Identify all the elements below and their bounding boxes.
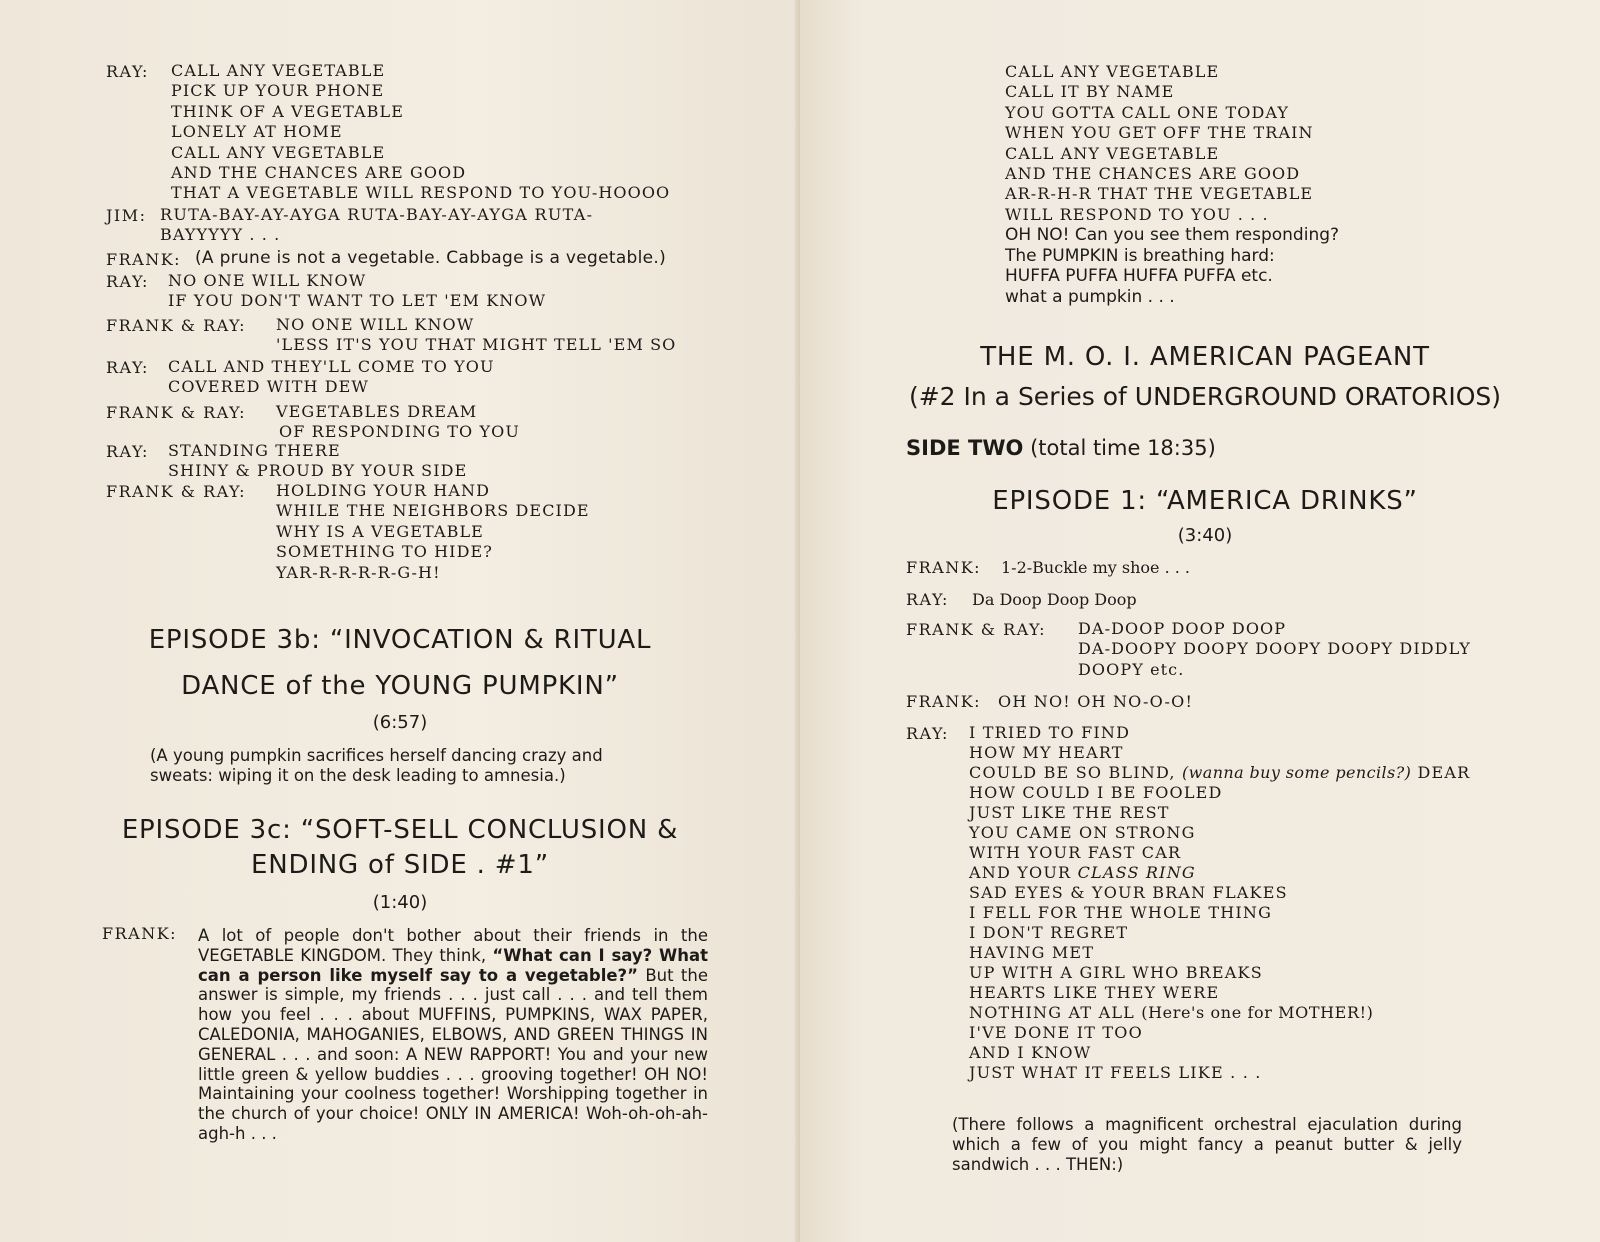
speaker-label: RAY: bbox=[106, 358, 149, 377]
lyric-line: CALL ANY VEGETABLE bbox=[171, 142, 386, 162]
lyric-line-with-aside bbox=[969, 1003, 1470, 1023]
lyric-line: SAD EYES & YOUR BRAN FLAKES bbox=[969, 883, 1288, 902]
lyric-line: DOOPY etc. bbox=[1078, 659, 1185, 679]
lyric-line: UP WITH A GIRL WHO BREAKS bbox=[969, 963, 1263, 982]
speaker-label: FRANK & RAY: bbox=[106, 316, 246, 335]
lyric-text: COULD BE SO BLIND, bbox=[969, 763, 1176, 782]
speaker-label: FRANK: bbox=[102, 924, 178, 943]
lyric-line: THAT A VEGETABLE WILL RESPOND TO YOU-HOOOO bbox=[171, 183, 671, 203]
sans-lines-block bbox=[1005, 225, 1339, 307]
lyric-line: RUTA-BAY-AY-AYGA RUTA-BAY-AY-AYGA RUTA- bbox=[160, 205, 594, 224]
episode-1-time: (3:40) bbox=[1177, 525, 1233, 546]
dialogue-line: OH NO! OH NO-O-O! bbox=[998, 692, 1194, 711]
lyric-line: 'LESS IT'S YOU THAT MIGHT TELL 'EM SO bbox=[276, 335, 677, 355]
lyric-line: HOW MY HEART bbox=[969, 743, 1124, 762]
speaker-label: RAY: bbox=[106, 272, 149, 291]
lyric-line: DA-DOOPY DOOPY DOOPY DOOPY DIDDLY bbox=[1078, 639, 1471, 659]
monologue-text-cont: But the answer is simple, my friends . . . just call . . . and tell them how you feel . . . about MUFFINS, PUMPKINS, WAX PAPER, CALEDONIA, MAHOGANIES, ELBOWS, AND GREEN THINGS IN GENERAL . . . and soon: A NEW RAPPORT! You and your new little green & yellow buddies . . . grooving together! OH NO! Maintaining your coolness together! Worshipping together in the church of your choice! ONLY IN AMERICA! Woh-oh-oh-ah-agh-h . . . bbox=[198, 965, 708, 1143]
class-ring-text: CLASS RING bbox=[1077, 863, 1196, 882]
speaker-label: FRANK: bbox=[906, 692, 982, 711]
lyric-text: AND YOUR bbox=[969, 863, 1072, 882]
episode-1-title: EPISODE 1: “AMERICA DRINKS” bbox=[992, 486, 1418, 516]
lyric-line: AR-R-H-R THAT THE VEGETABLE bbox=[1005, 184, 1314, 204]
speaker-label: RAY: bbox=[906, 590, 949, 609]
lyrics-block bbox=[276, 481, 590, 583]
speaker-label: FRANK & RAY: bbox=[106, 403, 246, 422]
pageant-title: THE M. O. I. AMERICAN PAGEANT bbox=[980, 342, 1430, 372]
sans-line: The PUMPKIN is breathing hard: bbox=[1005, 245, 1275, 266]
lyric-line: CALL IT BY NAME bbox=[1005, 82, 1175, 102]
dialogue-line: (A prune is not a vegetable. Cabbage is a vegetable.) bbox=[195, 248, 667, 268]
monologue-text: A lot of people don't bother about their friends in the VEGETABLE KINGDOM. They think, bbox=[198, 926, 708, 965]
lyric-line: WHEN YOU GET OFF THE TRAIN bbox=[1005, 123, 1314, 143]
lyrics-block bbox=[171, 61, 670, 204]
speaker-label: FRANK: bbox=[106, 250, 182, 269]
episode-3c-title-line2: ENDING of SIDE . #1” bbox=[251, 850, 549, 880]
episode-3b-title-line1: EPISODE 3b: “INVOCATION & RITUAL bbox=[148, 625, 652, 655]
lyric-line: CALL AND THEY'LL COME TO YOU bbox=[168, 357, 495, 376]
speaker-label: RAY: bbox=[106, 442, 149, 461]
lyric-line: WHILE THE NEIGHBORS DECIDE bbox=[276, 501, 590, 521]
episode-3c-title-line1: EPISODE 3c: “SOFT-SELL CONCLUSION & bbox=[121, 815, 679, 845]
speaker-label: FRANK & RAY: bbox=[106, 482, 246, 501]
lyric-line: CALL ANY VEGETABLE bbox=[1005, 143, 1220, 163]
lyric-line: YOU GOTTA CALL ONE TODAY bbox=[1005, 102, 1290, 122]
sans-line: OH NO! Can you see them responding? bbox=[1005, 225, 1340, 245]
sans-line: what a pumpkin . . . bbox=[1005, 286, 1175, 307]
right-page bbox=[800, 0, 1600, 1242]
lyric-line: AND THE CHANCES ARE GOOD bbox=[171, 163, 467, 183]
aside-dear: DEAR bbox=[1417, 763, 1471, 782]
lyric-line: CALL ANY VEGETABLE bbox=[171, 61, 386, 80]
side-two-heading bbox=[906, 436, 1216, 460]
lyric-line: SOMETHING TO HIDE? bbox=[276, 542, 493, 562]
lyric-line: WITH YOUR FAST CAR bbox=[969, 843, 1182, 862]
lyric-line: JUST WHAT IT FEELS LIKE . . . bbox=[969, 1063, 1262, 1082]
lyric-line: YAR-R-R-R-R-G-H! bbox=[276, 562, 441, 582]
lyric-line: NO ONE WILL KNOW bbox=[276, 315, 475, 334]
lyric-line: I TRIED TO FIND bbox=[969, 723, 1131, 742]
episode-3b-time: (6:57) bbox=[372, 712, 428, 733]
lyrics-block bbox=[276, 315, 676, 356]
lyric-line: PICK UP YOUR PHONE bbox=[171, 81, 385, 101]
speaker-label: JIM: bbox=[106, 206, 147, 225]
lyric-line: VEGETABLES DREAM bbox=[276, 402, 478, 421]
lyric-text: NOTHING AT ALL bbox=[969, 1003, 1135, 1022]
lyric-line: HOLDING YOUR HAND bbox=[276, 481, 491, 500]
lyric-line: I'VE DONE IT TOO bbox=[969, 1023, 1143, 1042]
lyric-line: AND THE CHANCES ARE GOOD bbox=[1005, 164, 1301, 184]
speaker-label: RAY: bbox=[906, 724, 949, 743]
pageant-subtitle: (#2 In a Series of UNDERGROUND ORATORIOS) bbox=[908, 382, 1502, 411]
lyric-line: WILL RESPOND TO YOU . . . bbox=[1005, 204, 1269, 224]
side-label: SIDE TWO bbox=[906, 436, 1024, 460]
lyric-line: BAYYYYY . . . bbox=[160, 225, 281, 245]
lyric-line: YOU CAME ON STRONG bbox=[969, 823, 1196, 842]
lyrics-block bbox=[168, 441, 467, 482]
episode-3b-description: (A young pumpkin sacrifices herself dancing crazy and sweats: wiping it on the desk leading to amnesia.) bbox=[150, 746, 603, 785]
lyric-line: AND I KNOW bbox=[969, 1043, 1092, 1062]
aside-pencils: (wanna buy some pencils?) bbox=[1182, 763, 1412, 782]
side-time: (total time 18:35) bbox=[1030, 436, 1216, 460]
speaker-label: FRANK: bbox=[906, 558, 982, 577]
closing-note: (There follows a magnificent orchestral ejaculation during which a few of you might fancy a peanut butter & jelly sandwich . . . THEN:) bbox=[952, 1115, 1462, 1174]
lyric-line: HOW COULD I BE FOOLED bbox=[969, 783, 1223, 802]
lyric-line: SHINY & PROUD BY YOUR SIDE bbox=[168, 461, 468, 481]
lyric-line: CALL ANY VEGETABLE bbox=[1005, 62, 1220, 81]
sans-line: HUFFA PUFFA HUFFA PUFFA etc. bbox=[1005, 266, 1273, 286]
lyric-line: LONELY AT HOME bbox=[171, 122, 343, 142]
ray-verse bbox=[969, 723, 1470, 1083]
lyric-line: NO ONE WILL KNOW bbox=[168, 271, 367, 290]
lyrics-block bbox=[168, 271, 546, 312]
speaker-label: RAY: bbox=[106, 62, 149, 81]
lyrics-block bbox=[1005, 62, 1314, 225]
lyric-line-with-italic bbox=[969, 863, 1470, 883]
aside-mother: (Here's one for MOTHER!) bbox=[1141, 1003, 1374, 1022]
lyric-line: DA-DOOP DOOP DOOP bbox=[1078, 619, 1287, 638]
episode-3c-time: (1:40) bbox=[372, 892, 428, 913]
monologue-bold-quote: “What can I say? What can a person like myself say to a vegetable?” bbox=[198, 945, 708, 985]
lyric-line: JUST LIKE THE REST bbox=[969, 803, 1170, 822]
lyric-line: COVERED WITH DEW bbox=[168, 377, 369, 397]
lyric-line: STANDING THERE bbox=[168, 441, 341, 460]
lyric-line: HEARTS LIKE THEY WERE bbox=[969, 983, 1220, 1002]
frank-monologue bbox=[198, 926, 708, 1144]
lyric-line: HAVING MET bbox=[969, 943, 1095, 962]
lyric-line-with-aside bbox=[969, 763, 1470, 783]
lyrics-block bbox=[168, 357, 495, 398]
dialogue-line: 1-2-Buckle my shoe . . . bbox=[1001, 558, 1190, 577]
lyric-line: I FELL FOR THE WHOLE THING bbox=[969, 903, 1273, 922]
lyric-line: THINK OF A VEGETABLE bbox=[171, 101, 405, 121]
dialogue-line: Da Doop Doop Doop bbox=[972, 590, 1137, 609]
lyrics-block bbox=[160, 205, 593, 246]
lyric-line: I DON'T REGRET bbox=[969, 923, 1129, 942]
lyric-line: WHY IS A VEGETABLE bbox=[276, 521, 484, 541]
lyrics-block bbox=[1078, 619, 1471, 680]
lyric-line: IF YOU DON'T WANT TO LET 'EM KNOW bbox=[168, 291, 547, 311]
lyrics-block bbox=[276, 402, 520, 443]
speaker-label: FRANK & RAY: bbox=[906, 620, 1046, 639]
episode-3b-title-line2: DANCE of the YOUNG PUMPKIN” bbox=[181, 671, 619, 701]
lyric-line: OF RESPONDING TO YOU bbox=[279, 422, 520, 442]
